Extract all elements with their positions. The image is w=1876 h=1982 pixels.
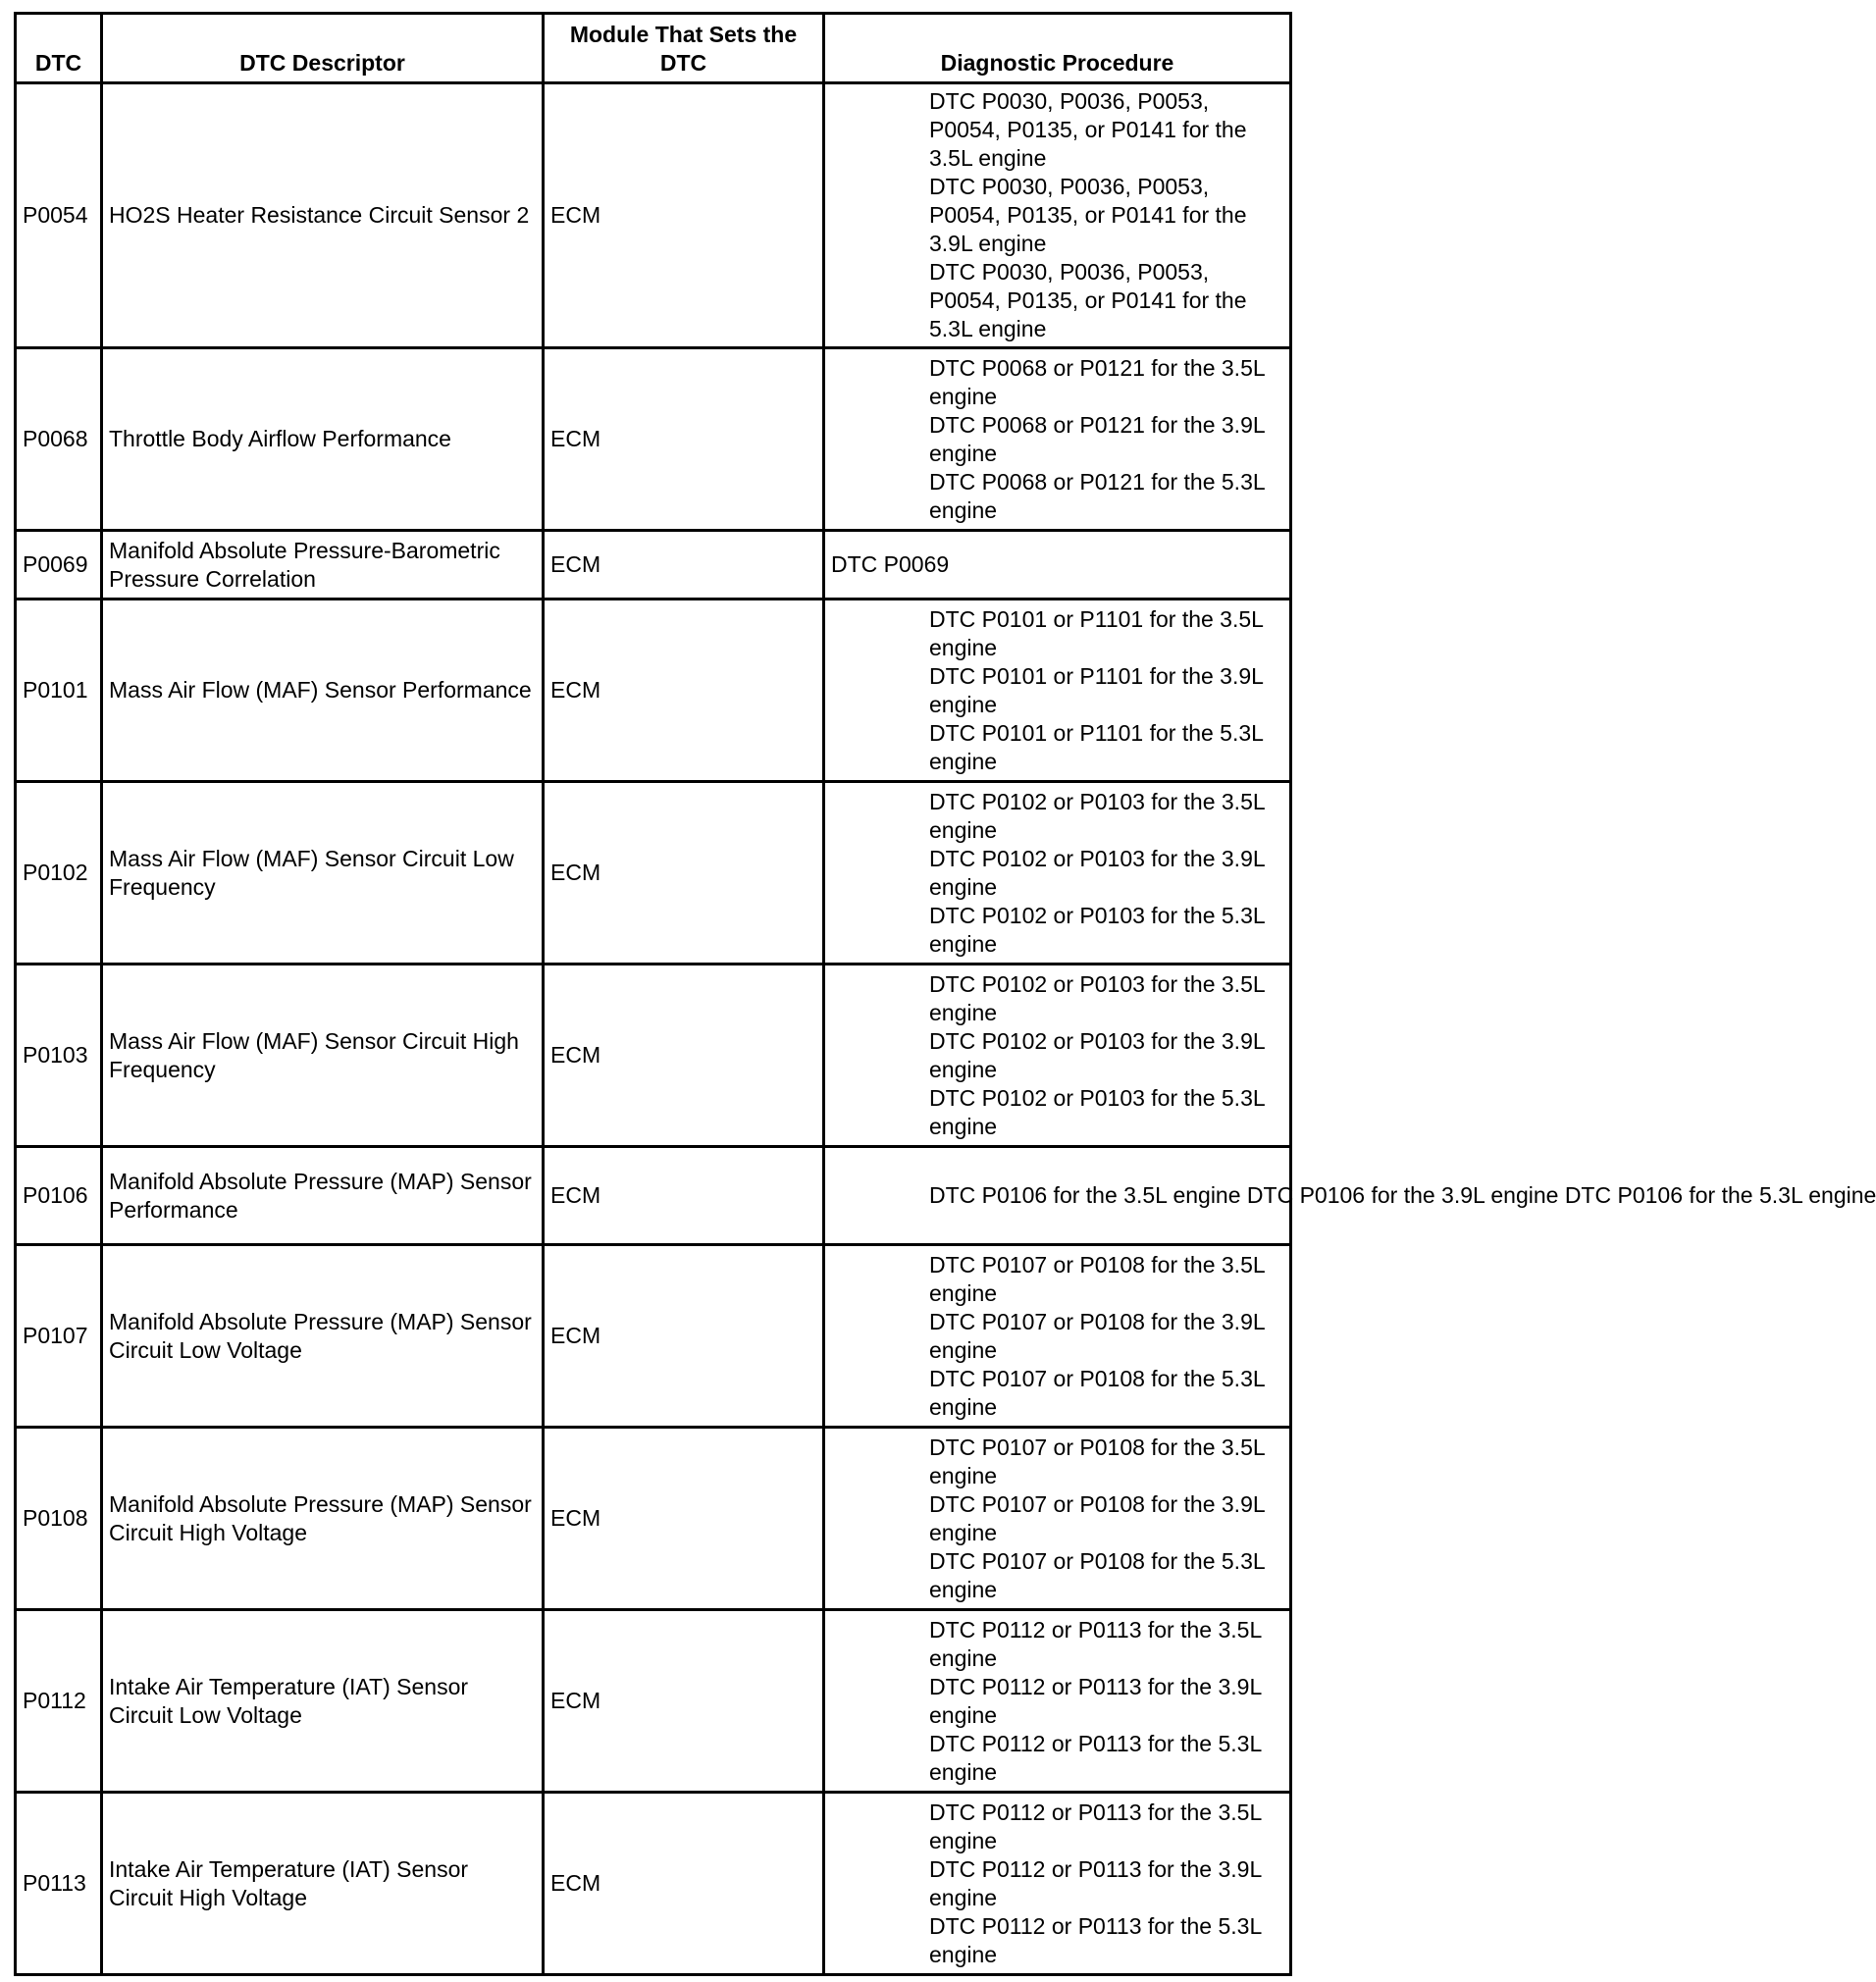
table-row [16,600,1291,782]
dtc-code: P0113 [16,1793,102,1975]
table-row [16,782,1291,965]
dtc-descriptor: Mass Air Flow (MAF) Sensor Performance [102,600,544,782]
dtc-procedure-cell [824,1793,1291,1975]
dtc-descriptor: Intake Air Temperature (IAT) Sensor Circuit High Voltage [102,1793,544,1975]
dtc-module: ECM [544,600,824,782]
dtc-descriptor: Manifold Absolute Pressure (MAP) Sensor Circuit High Voltage [102,1428,544,1610]
table-row [16,1793,1291,1975]
dtc-descriptor: Throttle Body Airflow Performance [102,348,544,531]
dtc-procedure-cell [824,348,1291,531]
table-row [16,1428,1291,1610]
dtc-procedure-cell [824,531,1291,600]
dtc-descriptor: Manifold Absolute Pressure (MAP) Sensor Circuit Low Voltage [102,1245,544,1428]
dtc-procedure: DTC P0030, P0036, P0053, P0054, P0135, or P0141 for the 3.5L engine DTC P0030, P0036, P0053, P0054, P0135, or P0141 for the 3.9L engine DTC P0030, P0036, P0053, P0054, P0135, or P0141 for the 5.3L engine [929,88,1247,341]
dtc-code: P0103 [16,965,102,1147]
dtc-code: P0101 [16,600,102,782]
header-descriptor: DTC Descriptor [102,14,544,83]
dtc-procedure-cell [824,1147,1876,1245]
dtc-module: ECM [544,83,824,348]
dtc-procedure-cell [824,782,1291,965]
table-row [16,1610,1291,1793]
dtc-code: P0069 [16,531,102,600]
dtc-procedure: DTC P0102 or P0103 for the 3.5L engine DTC P0102 or P0103 for the 3.9L engine DTC P0102 or P0103 for the 5.3L engine [929,788,1265,957]
dtc-procedure: DTC P0101 or P1101 for the 3.5L engine DTC P0101 or P1101 for the 3.9L engine DTC P0101 or P1101 for the 5.3L engine [929,605,1264,774]
dtc-procedure: DTC P0102 or P0103 for the 3.5L engine DTC P0102 or P0103 for the 3.9L engine DTC P0102 or P0103 for the 5.3L engine [929,970,1265,1139]
dtc-procedure-cell [824,83,1291,348]
dtc-module: ECM [544,1147,824,1245]
dtc-descriptor: Manifold Absolute Pressure-Barometric Pressure Correlation [102,531,544,600]
header-dtc: DTC [16,14,102,83]
dtc-descriptor: Manifold Absolute Pressure (MAP) Sensor Performance [102,1147,544,1245]
table-header-row [16,14,1291,83]
dtc-procedure-cell [824,1245,1291,1428]
dtc-procedure-cell [824,1610,1291,1793]
dtc-code: P0106 [16,1147,102,1245]
table-row [16,531,1291,600]
dtc-procedure-cell [824,1428,1291,1610]
dtc-module: ECM [544,1793,824,1975]
table-row [16,1245,1291,1428]
dtc-procedure: DTC P0106 for the 3.5L engine DTC P0106 for the 3.9L engine DTC P0106 for the 5.3L engine [929,1182,1876,1208]
dtc-descriptor: Mass Air Flow (MAF) Sensor Circuit Low Frequency [102,782,544,965]
dtc-module: ECM [544,1245,824,1428]
dtc-module: ECM [544,965,824,1147]
dtc-procedure: DTC P0068 or P0121 for the 3.5L engine DTC P0068 or P0121 for the 3.9L engine DTC P0068 or P0121 for the 5.3L engine [929,354,1265,523]
dtc-procedure: DTC P0107 or P0108 for the 3.5L engine DTC P0107 or P0108 for the 3.9L engine DTC P0107 or P0108 for the 5.3L engine [929,1434,1265,1602]
dtc-code: P0068 [16,348,102,531]
table-row [16,83,1291,348]
dtc-module: ECM [544,1610,824,1793]
header-procedure: Diagnostic Procedure [824,14,1291,83]
dtc-module: ECM [544,782,824,965]
dtc-procedure: DTC P0112 or P0113 for the 3.5L engine DTC P0112 or P0113 for the 3.9L engine DTC P0112 or P0113 for the 5.3L engine [929,1799,1262,1967]
dtc-module: ECM [544,348,824,531]
dtc-descriptor: Mass Air Flow (MAF) Sensor Circuit High Frequency [102,965,544,1147]
header-module: Module That Sets the DTC [544,14,824,83]
dtc-code: P0107 [16,1245,102,1428]
dtc-procedure: DTC P0069 [831,551,950,577]
table-row [16,1147,1291,1245]
table-row [16,348,1291,531]
dtc-procedure: DTC P0107 or P0108 for the 3.5L engine DTC P0107 or P0108 for the 3.9L engine DTC P0107 or P0108 for the 5.3L engine [929,1251,1265,1420]
dtc-descriptor: HO2S Heater Resistance Circuit Sensor 2 [102,83,544,348]
dtc-code: P0054 [16,83,102,348]
dtc-procedure-cell [824,600,1291,782]
dtc-code: P0102 [16,782,102,965]
dtc-procedure: DTC P0112 or P0113 for the 3.5L engine DTC P0112 or P0113 for the 3.9L engine DTC P0112 or P0113 for the 5.3L engine [929,1616,1262,1785]
table-row [16,965,1291,1147]
dtc-code: P0108 [16,1428,102,1610]
dtc-table [14,12,1876,1976]
dtc-procedure-cell [824,965,1291,1147]
dtc-descriptor: Intake Air Temperature (IAT) Sensor Circuit Low Voltage [102,1610,544,1793]
dtc-code: P0112 [16,1610,102,1793]
dtc-module: ECM [544,531,824,600]
dtc-module: ECM [544,1428,824,1610]
